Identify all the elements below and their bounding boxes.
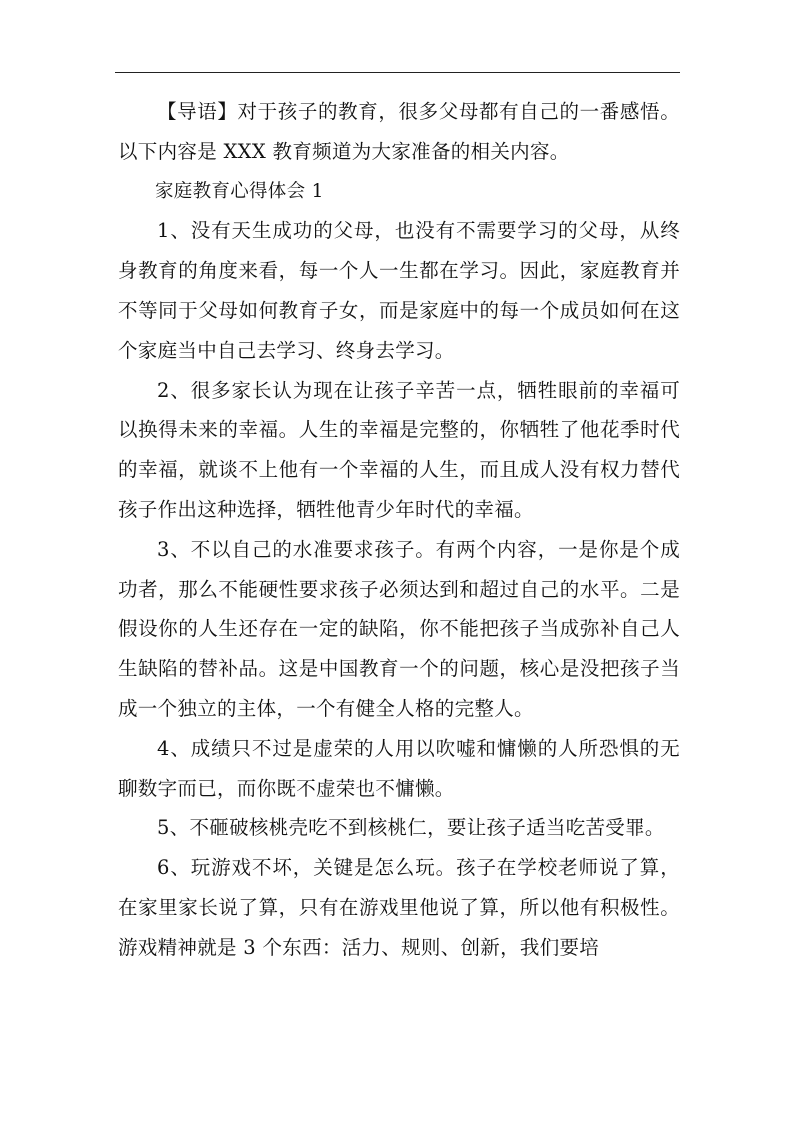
document-body bbox=[118, 92, 680, 968]
paragraph-1: 1、没有天生成功的父母，也没有不需要学习的父母，从终身教育的角度来看，每一个人一生都在学习。因此，家庭教育并不等同于父母如何教育子女，而是家庭中的每一个成员如何在这个家庭当中自己去学习、终身去学习。 bbox=[118, 219, 680, 362]
paragraph-4: 4、成绩只不过是虚荣的人用以吹嘘和慵懒的人所恐惧的无聊数字而已，而你既不虚荣也不慵懒。 bbox=[118, 736, 680, 800]
intro-paragraph: 【导语】对于孩子的教育，很多父母都有自己的一番感悟。以下内容是 XXX 教育频道为大家准备的相关内容。 bbox=[118, 100, 680, 163]
paragraph-6: 6、玩游戏不坏，关键是怎么玩。孩子在学校老师说了算，在家里家长说了算，只有在游戏里他说了算，所以他有积极性。游戏精神就是 3 个东西：活力、规则、创新，我们要培 bbox=[118, 856, 680, 959]
paragraph-3: 3、不以自己的水准要求孩子。有两个内容，一是你是个成功者，那么不能硬性要求孩子必须达到和超过自己的水平。二是假设你的人生还存在一定的缺陷，你不能把孩子当成弥补自己人生缺陷的替补品。这是中国教育一个的问题，核心是没把孩子当成一个独立的主体，一个有健全人格的完整人。 bbox=[118, 537, 680, 720]
paragraph-5: 5、不砸破核桃壳吃不到核桃仁，要让孩子适当吃苦受罪。 bbox=[157, 816, 665, 840]
header-rule bbox=[115, 72, 680, 73]
section-title: 家庭教育心得体会 1 bbox=[155, 180, 324, 202]
paragraph-2: 2、很多家长认为现在让孩子辛苦一点，牺牲眼前的幸福可以换得未来的幸福。人生的幸福是完整的，你牺牲了他花季时代的幸福，就谈不上他有一个幸福的人生，而且成人没有权力替代孩子作出这种选择，牺牲他青少年时代的幸福。 bbox=[118, 378, 680, 521]
